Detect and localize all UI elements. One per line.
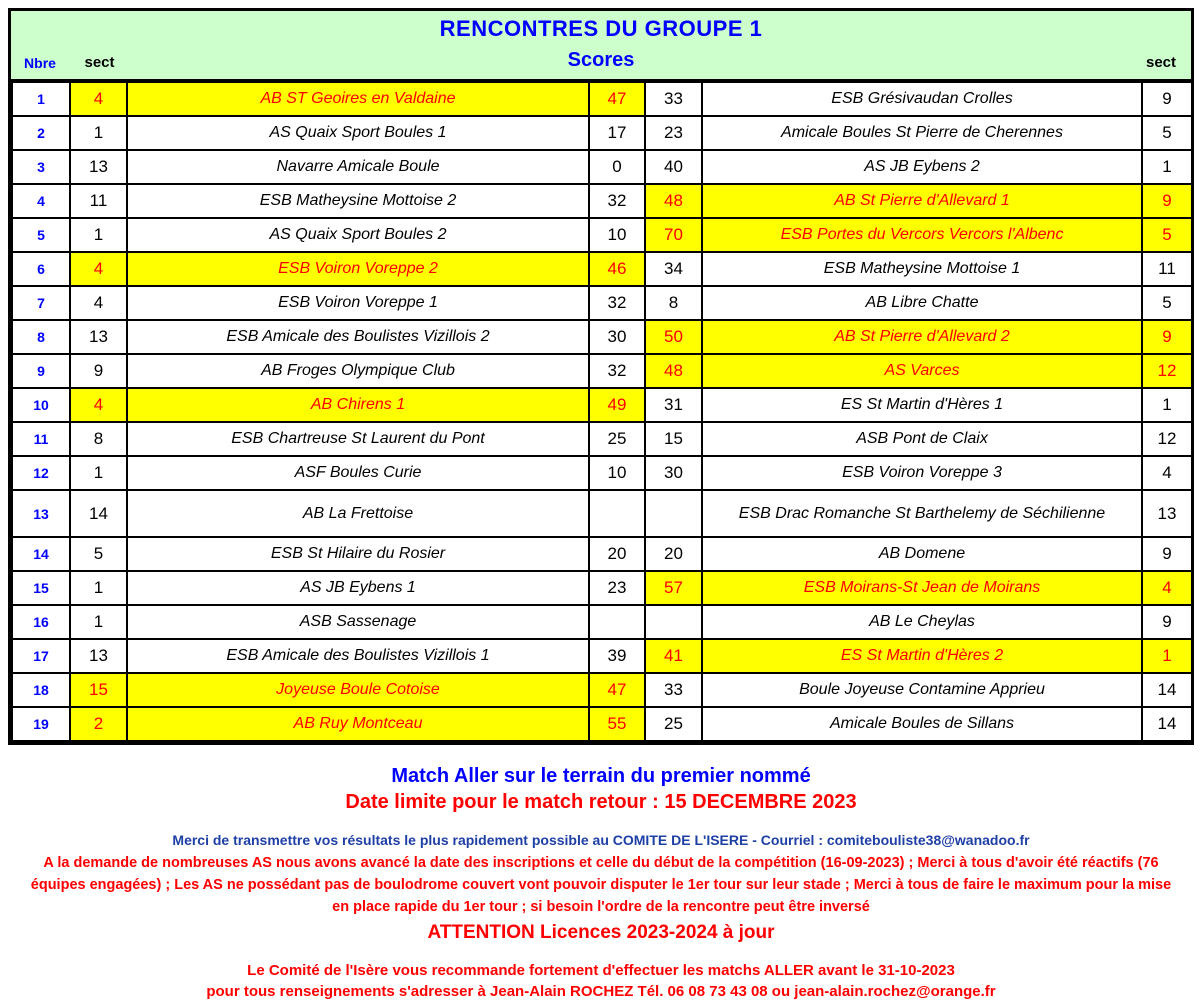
group1-results-table bbox=[8, 8, 1194, 745]
team2-sect: 5 bbox=[1142, 218, 1192, 252]
team1-sect: 9 bbox=[70, 354, 127, 388]
match-number: 1 bbox=[12, 82, 70, 116]
column-header-sect-right: sect bbox=[1145, 54, 1177, 71]
team1-name: ESB Voiron Voreppe 2 bbox=[127, 252, 589, 286]
match-number: 4 bbox=[12, 184, 70, 218]
team2-sect: 5 bbox=[1142, 286, 1192, 320]
match-number: 5 bbox=[12, 218, 70, 252]
team2-name: ESB Matheysine Mottoise 1 bbox=[702, 252, 1142, 286]
team2-name: AB Le Cheylas bbox=[702, 605, 1142, 639]
team2-score: 40 bbox=[645, 150, 702, 184]
table-row bbox=[12, 490, 1192, 537]
team2-sect: 4 bbox=[1142, 456, 1192, 490]
team1-sect: 1 bbox=[70, 116, 127, 150]
team1-sect: 1 bbox=[70, 456, 127, 490]
team2-score bbox=[645, 490, 702, 537]
team2-sect: 13 bbox=[1142, 490, 1192, 537]
team1-sect: 8 bbox=[70, 422, 127, 456]
team1-name: Navarre Amicale Boule bbox=[127, 150, 589, 184]
team1-sect: 2 bbox=[70, 707, 127, 741]
team1-name: ESB St Hilaire du Rosier bbox=[127, 537, 589, 571]
table-row bbox=[12, 422, 1192, 456]
team1-name: ESB Chartreuse St Laurent du Pont bbox=[127, 422, 589, 456]
team1-score: 0 bbox=[589, 150, 645, 184]
team2-sect: 12 bbox=[1142, 422, 1192, 456]
match-number: 2 bbox=[12, 116, 70, 150]
team2-sect: 11 bbox=[1142, 252, 1192, 286]
team2-sect: 14 bbox=[1142, 707, 1192, 741]
team1-name: Joyeuse Boule Cotoise bbox=[127, 673, 589, 707]
team2-score: 25 bbox=[645, 707, 702, 741]
table-header bbox=[11, 11, 1191, 81]
table-row bbox=[12, 639, 1192, 673]
team1-name: AB La Frettoise bbox=[127, 490, 589, 537]
team2-sect: 9 bbox=[1142, 320, 1192, 354]
team2-name: Boule Joyeuse Contamine Apprieu bbox=[702, 673, 1142, 707]
table-row bbox=[12, 605, 1192, 639]
team1-sect: 14 bbox=[70, 490, 127, 537]
table-row bbox=[12, 184, 1192, 218]
match-number: 3 bbox=[12, 150, 70, 184]
team2-sect: 9 bbox=[1142, 82, 1192, 116]
date-limite-note: Date limite pour le match retour : 15 DECEMBRE 2023 bbox=[345, 791, 857, 813]
match-number: 10 bbox=[12, 388, 70, 422]
match-number: 18 bbox=[12, 673, 70, 707]
team2-score: 48 bbox=[645, 354, 702, 388]
team2-score bbox=[645, 605, 702, 639]
team2-name: AS Varces bbox=[702, 354, 1142, 388]
team2-name: ES St Martin d'Hères 1 bbox=[702, 388, 1142, 422]
team1-name: AS JB Eybens 1 bbox=[127, 571, 589, 605]
team2-sect: 9 bbox=[1142, 537, 1192, 571]
team2-score: 23 bbox=[645, 116, 702, 150]
team1-sect: 4 bbox=[70, 252, 127, 286]
team2-name: AB St Pierre d'Allevard 2 bbox=[702, 320, 1142, 354]
team1-score: 25 bbox=[589, 422, 645, 456]
page-title: RENCONTRES DU GROUPE 1 bbox=[439, 16, 763, 41]
attention-note: ATTENTION Licences 2023-2024 à jour bbox=[427, 922, 775, 943]
team1-score: 30 bbox=[589, 320, 645, 354]
team1-name: AB Ruy Montceau bbox=[127, 707, 589, 741]
team1-name: ESB Matheysine Mottoise 2 bbox=[127, 184, 589, 218]
team2-name: AB St Pierre d'Allevard 1 bbox=[702, 184, 1142, 218]
team1-name: ASB Sassenage bbox=[127, 605, 589, 639]
team1-score: 32 bbox=[589, 286, 645, 320]
team1-score bbox=[589, 490, 645, 537]
team1-score: 10 bbox=[589, 456, 645, 490]
team1-score: 39 bbox=[589, 639, 645, 673]
team2-name: ASB Pont de Claix bbox=[702, 422, 1142, 456]
team1-sect: 13 bbox=[70, 639, 127, 673]
team1-sect: 1 bbox=[70, 605, 127, 639]
matches-table bbox=[11, 81, 1193, 742]
contact-note: pour tous renseignements s'adresser à Jean-Alain ROCHEZ Tél. 06 08 73 43 08 ou jean-alain.rochez@orange.fr bbox=[206, 983, 996, 1000]
team2-sect: 1 bbox=[1142, 150, 1192, 184]
team1-score: 17 bbox=[589, 116, 645, 150]
team2-score: 41 bbox=[645, 639, 702, 673]
team2-score: 50 bbox=[645, 320, 702, 354]
table-row bbox=[12, 456, 1192, 490]
match-number: 17 bbox=[12, 639, 70, 673]
column-headers bbox=[11, 51, 1191, 75]
table-row bbox=[12, 571, 1192, 605]
team1-score: 47 bbox=[589, 82, 645, 116]
table-row bbox=[12, 82, 1192, 116]
team1-sect: 13 bbox=[70, 150, 127, 184]
team2-name: ES St Martin d'Hères 2 bbox=[702, 639, 1142, 673]
match-number: 15 bbox=[12, 571, 70, 605]
recommendation-note: Le Comité de l'Isère vous recommande fortement d'effectuer les matchs ALLER avant le 31-10-2023 bbox=[247, 962, 955, 979]
team1-sect: 4 bbox=[70, 286, 127, 320]
team2-sect: 9 bbox=[1142, 184, 1192, 218]
match-number: 6 bbox=[12, 252, 70, 286]
team2-name: ESB Voiron Voreppe 3 bbox=[702, 456, 1142, 490]
table-row bbox=[12, 707, 1192, 741]
team1-sect: 1 bbox=[70, 571, 127, 605]
team1-name: AB Chirens 1 bbox=[127, 388, 589, 422]
match-number: 19 bbox=[12, 707, 70, 741]
team2-name: ESB Portes du Vercors Vercors l'Albenc bbox=[702, 218, 1142, 252]
team1-score: 23 bbox=[589, 571, 645, 605]
team2-name: AS JB Eybens 2 bbox=[702, 150, 1142, 184]
table-row bbox=[12, 218, 1192, 252]
match-number: 11 bbox=[12, 422, 70, 456]
team1-sect: 13 bbox=[70, 320, 127, 354]
team1-sect: 5 bbox=[70, 537, 127, 571]
match-number: 9 bbox=[12, 354, 70, 388]
column-header-scores: Scores bbox=[567, 49, 635, 71]
committee-notice: A la demande de nombreuses AS nous avons avancé la date des inscriptions et celle du début de la compétition (16-09-2023) ; Merci à tous d'avoir été réactifs (76 équipes engagées) ; Les AS ne possédant pas de boulodrome couvert vont pouvoir disputer le 1er tour sur leur stade ; Merci à tous de faire le maximum pour la mise en place rapide du 1er tour ; si besoin l'ordre de la rencontre peut être inversé bbox=[30, 855, 1172, 915]
team1-sect: 4 bbox=[70, 82, 127, 116]
team2-score: 34 bbox=[645, 252, 702, 286]
table-row bbox=[12, 354, 1192, 388]
team2-sect: 5 bbox=[1142, 116, 1192, 150]
team2-score: 31 bbox=[645, 388, 702, 422]
team2-name: Amicale Boules St Pierre de Cherennes bbox=[702, 116, 1142, 150]
team1-score bbox=[589, 605, 645, 639]
team2-score: 30 bbox=[645, 456, 702, 490]
match-number: 14 bbox=[12, 537, 70, 571]
transmit-note: Merci de transmettre vos résultats le plus rapidement possible au COMITE DE L'ISERE - Courriel : comitebouliste38@wanadoo.fr bbox=[172, 832, 1030, 848]
table-row bbox=[12, 116, 1192, 150]
column-header-sect-left: sect bbox=[84, 54, 115, 71]
table-row bbox=[12, 150, 1192, 184]
match-number: 13 bbox=[12, 490, 70, 537]
team2-score: 33 bbox=[645, 82, 702, 116]
team2-score: 70 bbox=[645, 218, 702, 252]
match-aller-note: Match Aller sur le terrain du premier nommé bbox=[391, 765, 811, 787]
match-number: 16 bbox=[12, 605, 70, 639]
footer-notes bbox=[8, 765, 1194, 1000]
team2-score: 15 bbox=[645, 422, 702, 456]
team1-score: 49 bbox=[589, 388, 645, 422]
team2-sect: 4 bbox=[1142, 571, 1192, 605]
team2-score: 8 bbox=[645, 286, 702, 320]
table-row bbox=[12, 252, 1192, 286]
team1-score: 32 bbox=[589, 354, 645, 388]
team1-name: ASF Boules Curie bbox=[127, 456, 589, 490]
team2-score: 20 bbox=[645, 537, 702, 571]
team1-name: AS Quaix Sport Boules 1 bbox=[127, 116, 589, 150]
team1-score: 10 bbox=[589, 218, 645, 252]
team1-sect: 1 bbox=[70, 218, 127, 252]
team2-score: 33 bbox=[645, 673, 702, 707]
team1-score: 47 bbox=[589, 673, 645, 707]
team1-score: 46 bbox=[589, 252, 645, 286]
table-row bbox=[12, 673, 1192, 707]
match-number: 8 bbox=[12, 320, 70, 354]
team2-name: AB Domene bbox=[702, 537, 1142, 571]
team2-sect: 9 bbox=[1142, 605, 1192, 639]
team1-score: 20 bbox=[589, 537, 645, 571]
team1-score: 55 bbox=[589, 707, 645, 741]
team1-score: 32 bbox=[589, 184, 645, 218]
team2-sect: 14 bbox=[1142, 673, 1192, 707]
column-header-nbre: Nbre bbox=[24, 55, 56, 71]
team2-name: AB Libre Chatte bbox=[702, 286, 1142, 320]
team1-name: AS Quaix Sport Boules 2 bbox=[127, 218, 589, 252]
team2-name: ESB Moirans-St Jean de Moirans bbox=[702, 571, 1142, 605]
team1-name: ESB Amicale des Boulistes Vizillois 2 bbox=[127, 320, 589, 354]
team1-sect: 11 bbox=[70, 184, 127, 218]
team2-sect: 1 bbox=[1142, 639, 1192, 673]
match-number: 7 bbox=[12, 286, 70, 320]
table-row bbox=[12, 286, 1192, 320]
team2-score: 57 bbox=[645, 571, 702, 605]
team1-sect: 15 bbox=[70, 673, 127, 707]
table-row bbox=[12, 388, 1192, 422]
match-number: 12 bbox=[12, 456, 70, 490]
team2-name: ESB Drac Romanche St Barthelemy de Séchilienne bbox=[702, 490, 1142, 537]
team2-name: ESB Grésivaudan Crolles bbox=[702, 82, 1142, 116]
team1-name: ESB Voiron Voreppe 1 bbox=[127, 286, 589, 320]
table-row bbox=[12, 537, 1192, 571]
team2-sect: 12 bbox=[1142, 354, 1192, 388]
team1-name: AB Froges Olympique Club bbox=[127, 354, 589, 388]
team2-name: Amicale Boules de Sillans bbox=[702, 707, 1142, 741]
team1-name: AB ST Geoires en Valdaine bbox=[127, 82, 589, 116]
team2-score: 48 bbox=[645, 184, 702, 218]
team2-sect: 1 bbox=[1142, 388, 1192, 422]
team1-sect: 4 bbox=[70, 388, 127, 422]
team1-name: ESB Amicale des Boulistes Vizillois 1 bbox=[127, 639, 589, 673]
table-row bbox=[12, 320, 1192, 354]
